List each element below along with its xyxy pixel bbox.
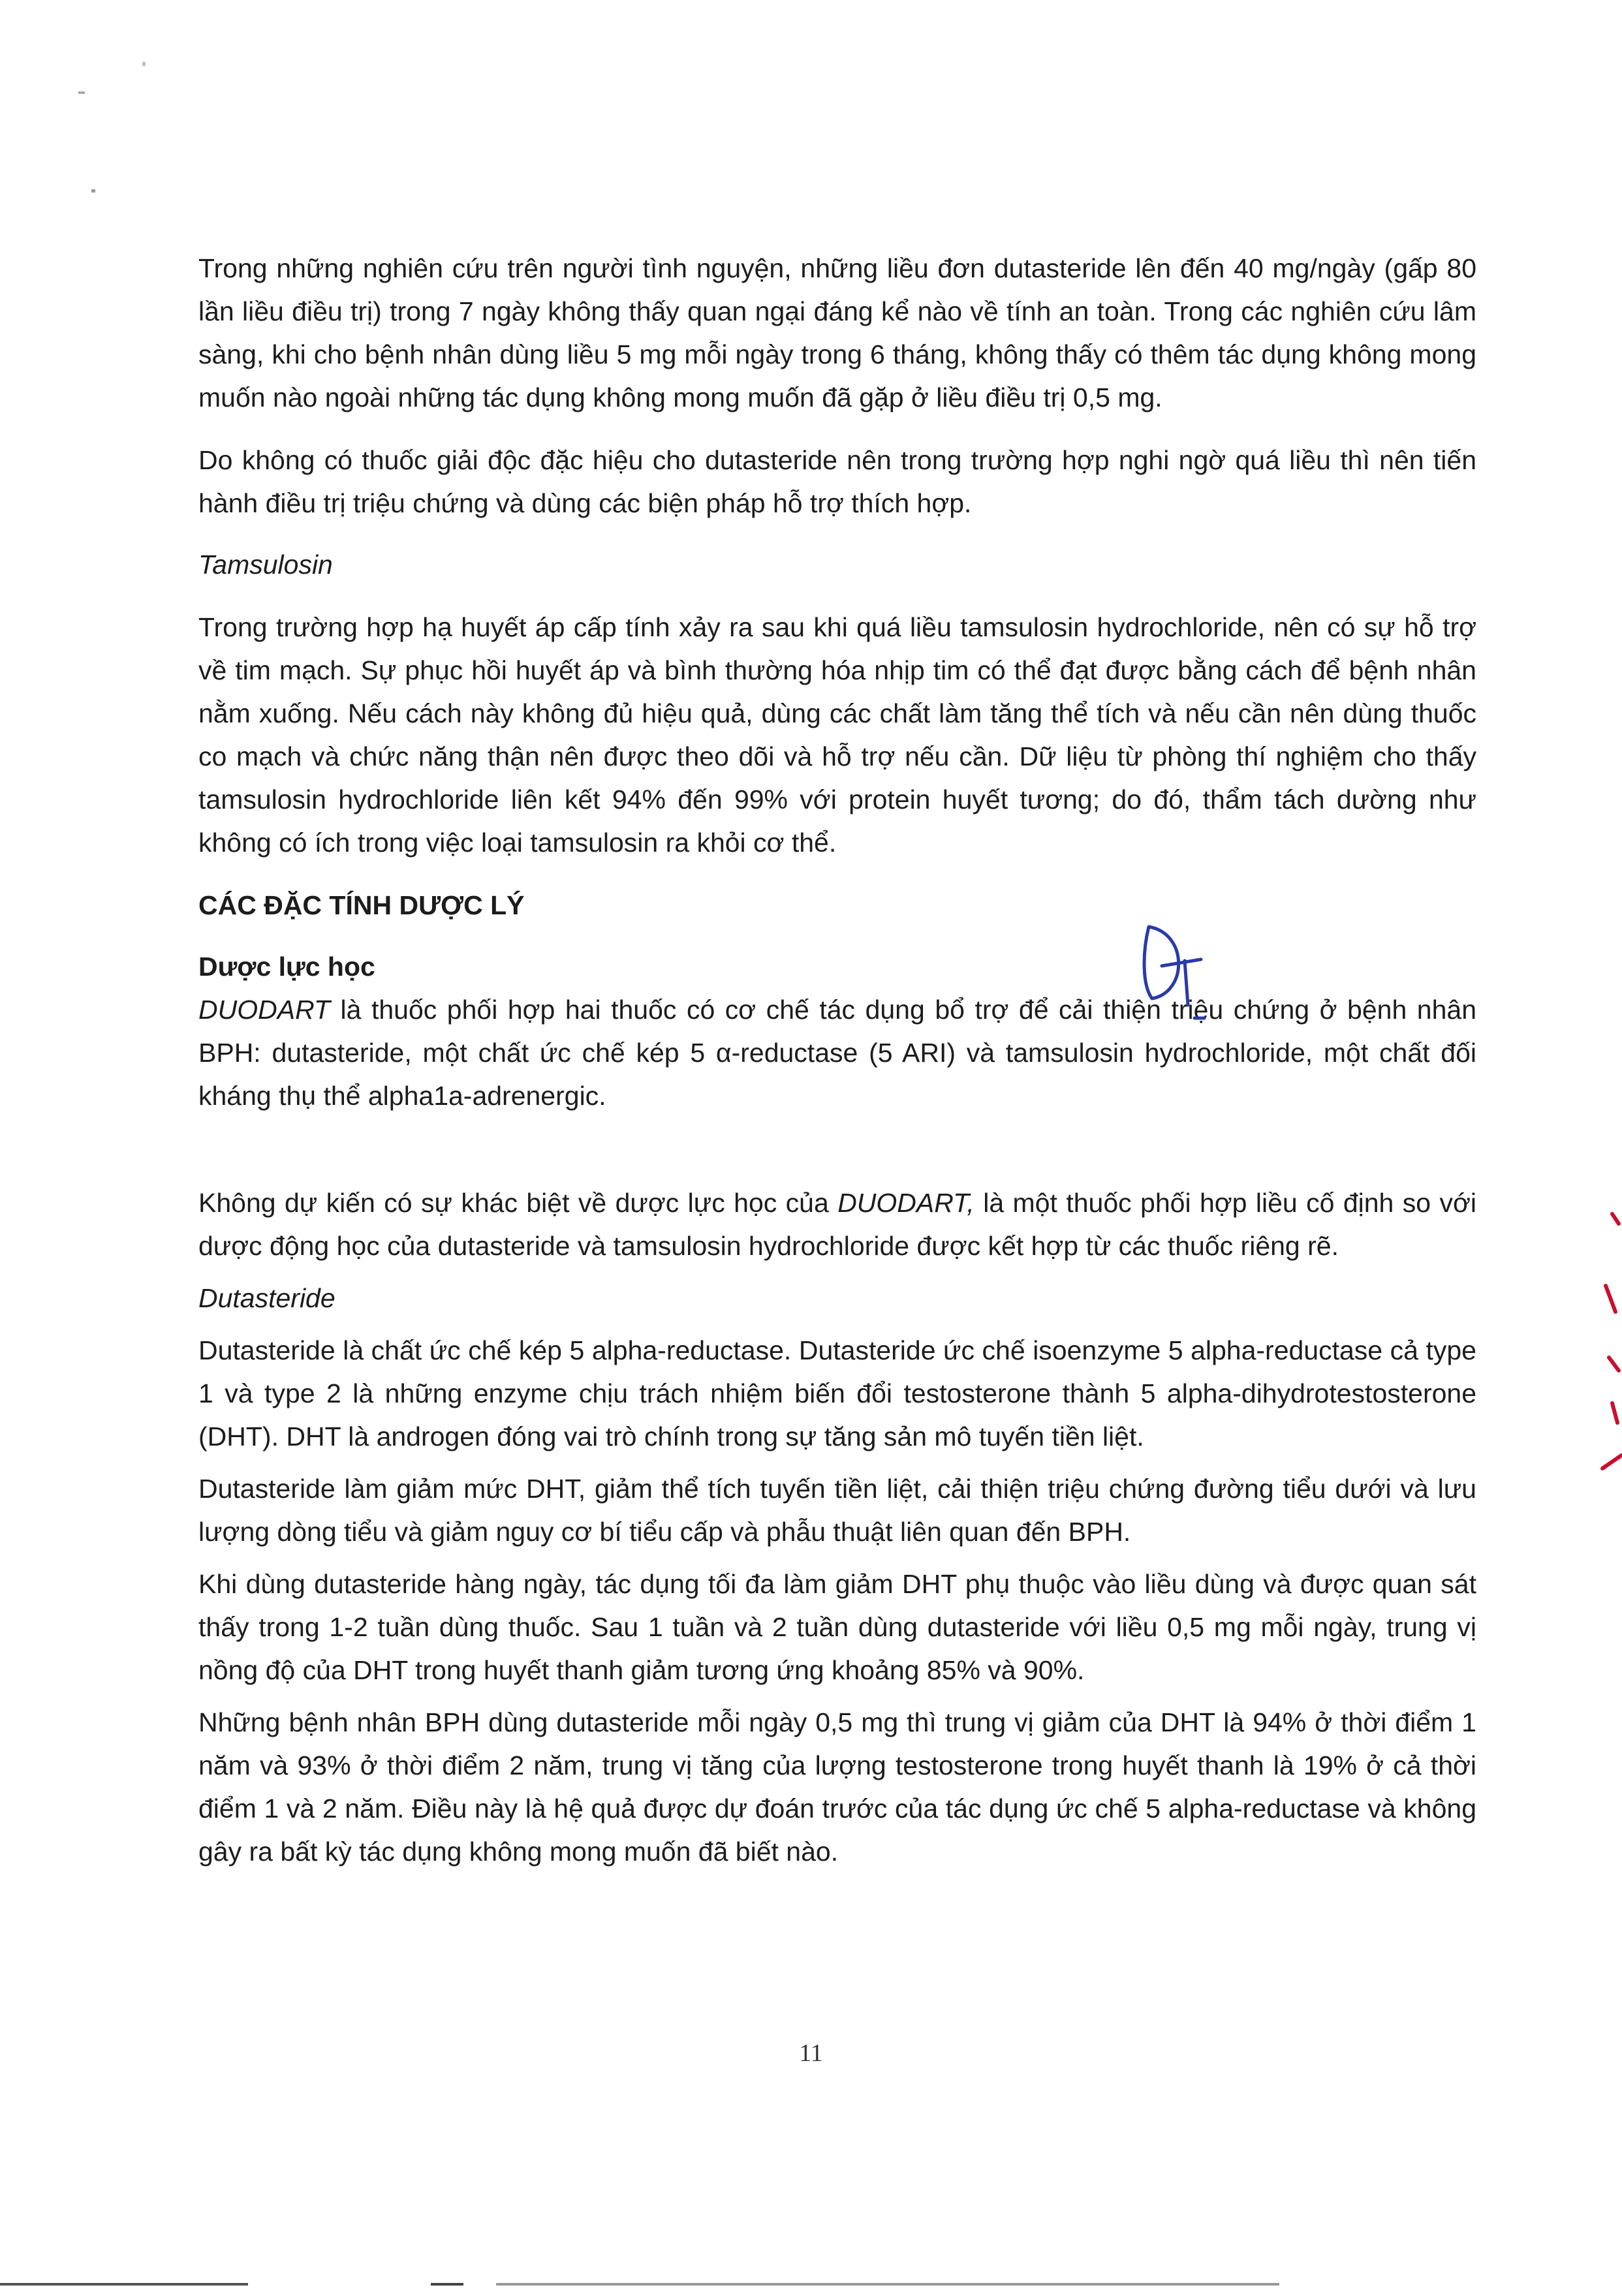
- document-body: [198, 247, 1476, 1873]
- scan-speck: [91, 189, 95, 193]
- overdose-dutasteride-paragraph: Trong những nghiên cứu trên người tình nguyện, những liều đơn dutasteride lên đến 40 mg/ngày (gấp 80 lần liều điều trị) trong 7 ngày không thấy quan ngại đáng kể nào về tính an toàn. Trong các nghiên cứu lâm sàng, khi cho bệnh nhân dùng liều 5 mg mỗi ngày trong 6 tháng, không thấy có thêm tác dụng không mong muốn nào ngoài những tác dụng không mong muốn đã gặp ở liều điều trị 0,5 mg.: [198, 253, 1476, 412]
- footer-rule: [496, 2283, 1279, 2286]
- bph-patients-paragraph: Những bệnh nhân BPH dùng dutasteride mỗi ngày 0,5 mg thì trung vị giảm của DHT là 94% ở thời điểm 1 năm và 93% ở thời điểm 2 năm, trung vị tăng của lượng testosterone trong huyết thanh là 19% ở cả thời điểm 1 và 2 năm. Điều này là hệ quả được dự đoán trước của tác dụng ức chế 5 alpha-reductase và không gây ra bất kỳ tác dụng không mong muốn đã biết nào.: [198, 1707, 1476, 1867]
- scan-speck: [142, 62, 146, 66]
- pharmacodynamics-heading: Dược lực học: [198, 952, 375, 982]
- no-difference-paragraph: [198, 1181, 1476, 1267]
- footer-rule: [0, 2283, 248, 2286]
- duodart-name: DUODART: [198, 995, 330, 1025]
- footer-rule: [431, 2283, 463, 2286]
- no-difference-text-end: là một thuốc phối hợp liều cố định so với dược động học của dutasteride và tamsulosin hydrochloride được kết hợp từ các thuốc riêng rẽ.: [198, 1188, 1476, 1261]
- dutasteride-daily-paragraph: Khi dùng dutasteride hàng ngày, tác dụng tối đa làm giảm DHT phụ thuộc vào liều dùng và được quan sát thấy trong 1-2 tuần dùng thuốc. Sau 1 tuần và 2 tuần dùng dutasteride với liều 0,5 mg mỗi ngày, trung vị nồng độ của DHT trong huyết thanh giảm tương ứng khoảng 85% và 90%.: [198, 1569, 1476, 1685]
- duodart-intro-paragraph: [198, 988, 1476, 1117]
- duodart-intro-text: là thuốc phối hợp hai thuốc có cơ chế tác dụng bổ trợ để cải thiện triệu chứng ở bệnh nhân BPH: dutasteride, một chất ức chế kép 5 α-reductase (5 ARI) và tamsulosin hydrochloride, một chất đối kháng thụ thể alpha1a-adrenergic.: [198, 995, 1476, 1111]
- dutasteride-subheading: Dutasteride: [198, 1283, 335, 1313]
- pharmacological-properties-heading: CÁC ĐẶC TÍNH DƯỢC LÝ: [198, 890, 525, 920]
- tamsulosin-subheading: Tamsulosin: [198, 550, 333, 580]
- duodart-name-2: DUODART,: [837, 1188, 975, 1218]
- overdose-tamsulosin-paragraph: Trong trường hợp hạ huyết áp cấp tính xảy ra sau khi quá liều tamsulosin hydrochloride, nên có sự hỗ trợ về tim mạch. Sự phục hồi huyết áp và bình thường hóa nhịp tim có thể đạt được bằng cách để bệnh nhân nằm xuống. Nếu cách này không đủ hiệu quả, dùng các chất làm tăng thể tích và nếu cần nên dùng thuốc co mạch và chức năng thận nên được theo dõi và hỗ trợ nếu cần. Dữ liệu từ phòng thí nghiệm cho thấy tamsulosin hydrochloride liên kết 94% đến 99% với protein huyết tương; do đó, thẩm tách dường như không có ích trong việc loại tamsulosin ra khỏi cơ thể.: [198, 612, 1476, 858]
- page-number: 11: [799, 2040, 823, 2067]
- handwritten-signature: [1123, 920, 1221, 1038]
- no-difference-text-start: Không dự kiến có sự khác biệt về dược lực học của: [198, 1188, 838, 1218]
- red-stamp-edge: [1593, 1207, 1622, 1488]
- dutasteride-mechanism-paragraph: Dutasteride là chất ức chế kép 5 alpha-reductase. Dutasteride ức chế isoenzyme 5 alpha-reductase cả type 1 và type 2 là những enzyme chịu trách nhiệm biến đổi testosterone thành 5 alpha-dihydrotestosterone (DHT). DHT là androgen đóng vai trò chính trong sự tăng sản mô tuyến tiền liệt.: [198, 1335, 1476, 1451]
- dutasteride-effects-paragraph: Dutasteride làm giảm mức DHT, giảm thể tích tuyến tiền liệt, cải thiện triệu chứng đường tiểu dưới và lưu lượng dòng tiểu và giảm nguy cơ bí tiểu cấp và phẫu thuật liên quan đến BPH.: [198, 1474, 1476, 1547]
- scan-speck: [78, 91, 85, 94]
- no-antidote-paragraph: Do không có thuốc giải độc đặc hiệu cho dutasteride nên trong trường hợp nghi ngờ quá liều thì nên tiến hành điều trị triệu chứng và dùng các biện pháp hỗ trợ thích hợp.: [198, 445, 1476, 518]
